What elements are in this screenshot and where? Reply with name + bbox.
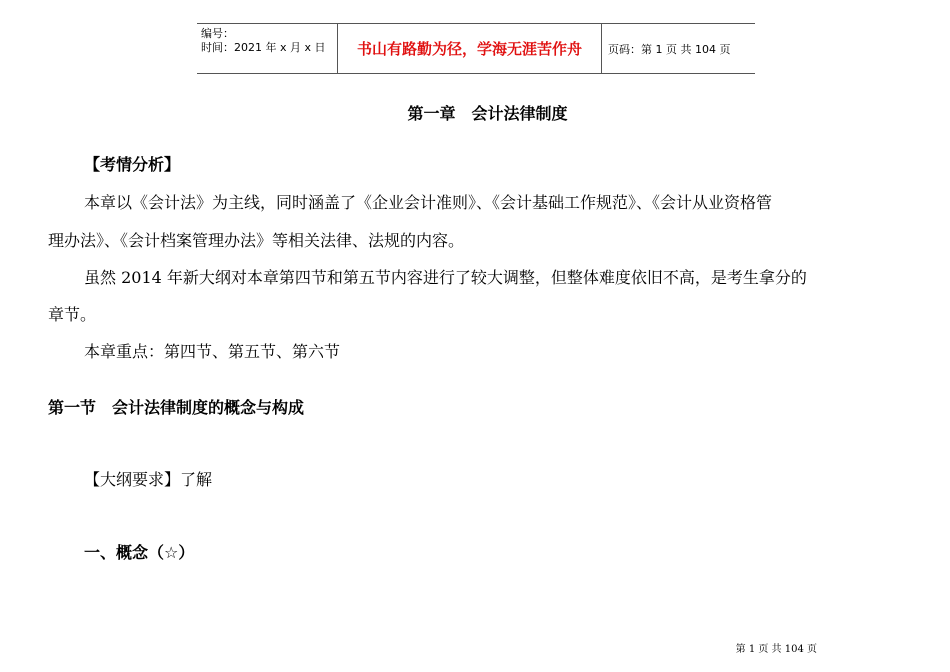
key-sections-line: 本章重点：第四节、第五节、第六节	[84, 342, 341, 361]
header-motto-text: 书山有路勤为径，学海无涯苦作舟	[356, 40, 582, 58]
paragraph-1-line-2: 理办法》、《会计档案管理办法》等相关法律、法规的内容。	[48, 231, 465, 250]
chapter-title: 第一章 会计法律制度	[407, 104, 568, 123]
header-time-label: 时间：2021 年 x 月 x 日	[201, 41, 326, 54]
section-title: 第一节 会计法律制度的概念与构成	[48, 398, 305, 417]
analysis-heading: 【考情分析】	[84, 155, 181, 174]
header-number-label: 编号：	[201, 27, 234, 40]
header-table	[197, 23, 755, 74]
paragraph-1-line-1: 本章以《会计法》为主线，同时涵盖了《企业会计准则》、《会计基础工作规范》、《会计从业资格管	[84, 193, 773, 212]
subsection-title: 一、概念（☆）	[84, 543, 195, 562]
header-motto	[338, 24, 602, 73]
outline-requirement: 【大纲要求】了解	[84, 470, 213, 489]
header-page-info: 页码：第 1 页 共 104 页	[608, 42, 731, 56]
header-meta	[197, 24, 338, 73]
paragraph-2-line-1: 虽然 2014 年新大纲对本章第四节和第五节内容进行了较大调整，但整体难度依旧不高，是考生拿分的	[84, 268, 807, 287]
paragraph-2-line-2: 章节。	[48, 305, 97, 324]
page-footer: 第 1 页 共 104 页	[735, 644, 817, 655]
